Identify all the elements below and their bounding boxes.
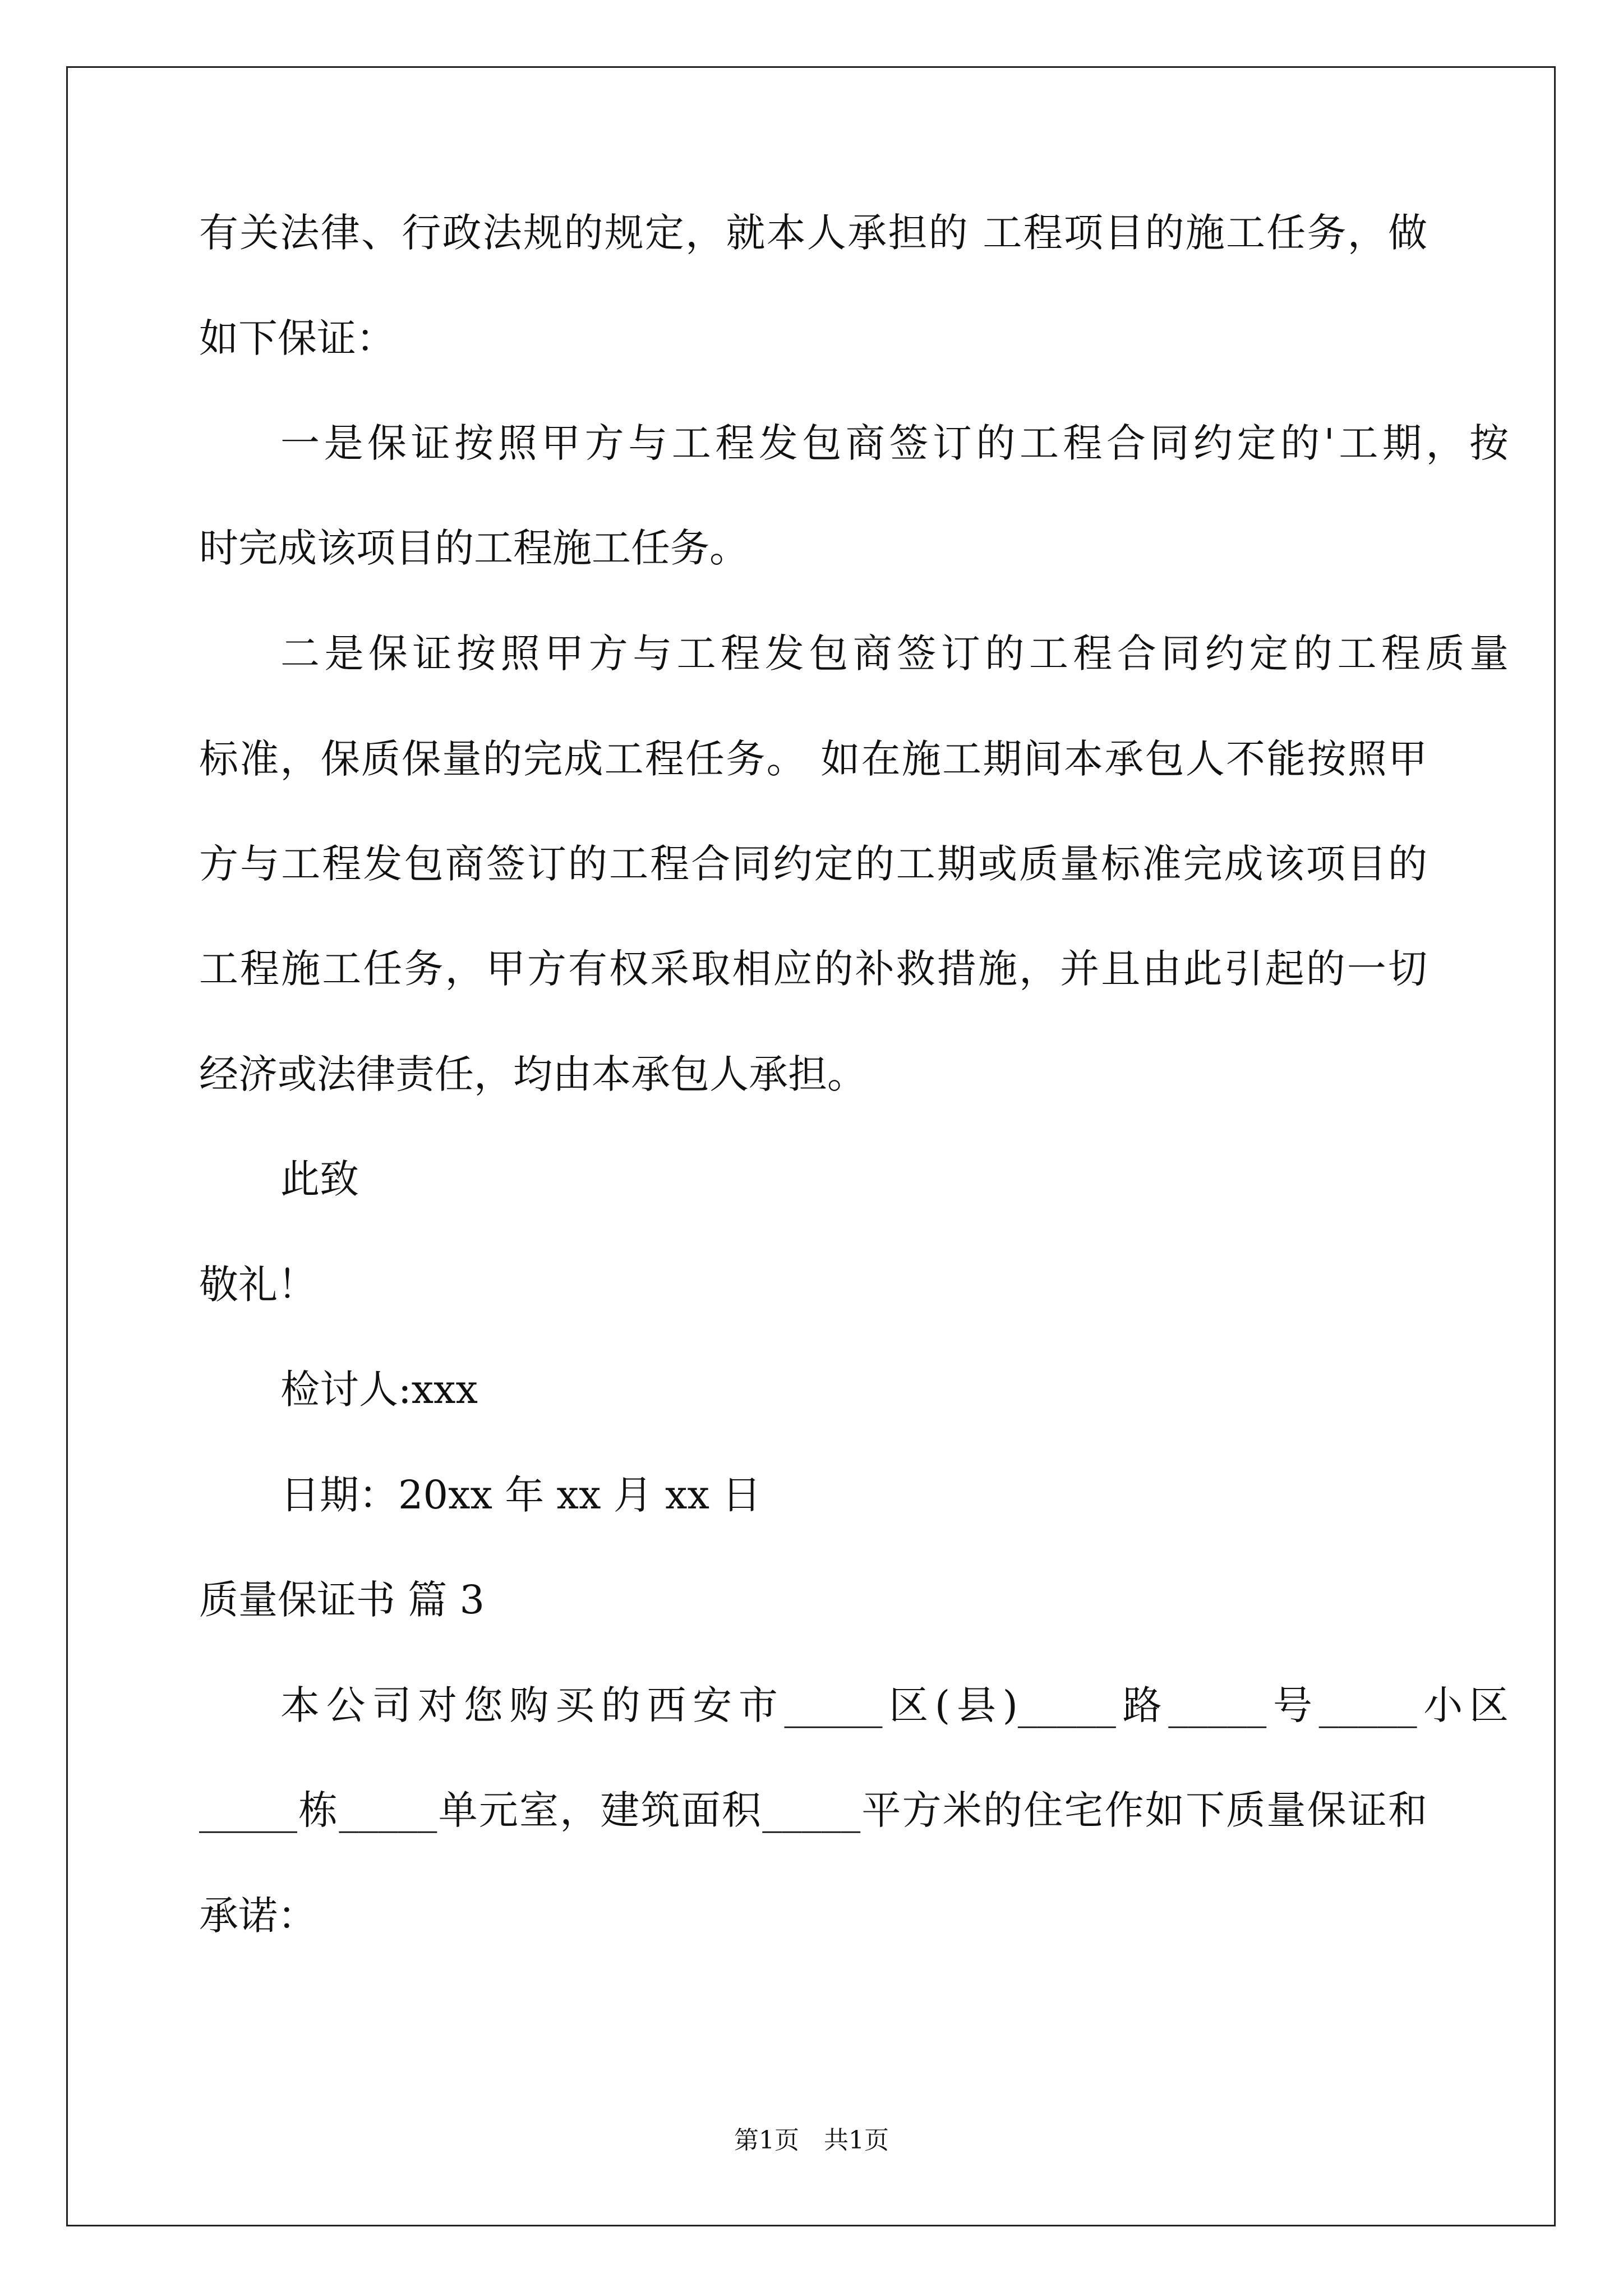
paragraph-line: 本公司对您购买的西安市_____区(县)_____路_____号_____小区: [280, 1682, 1509, 1728]
paragraph-line: 有关法律、行政法规的规定，就本人承担的 工程项目的施工任务，做: [199, 210, 1427, 256]
paragraph-line: 标准，保质保量的完成工程任务。 如在施工期间本承包人不能按照甲: [199, 736, 1427, 782]
paragraph-line: 二是保证按照甲方与工程发包商签订的工程合同约定的工程质量: [280, 631, 1509, 677]
paragraph-line: 工程施工任务，甲方有权采取相应的补救措施，并且由此引起的一切: [199, 946, 1427, 992]
signatory: 检讨人:xxx: [280, 1366, 478, 1412]
page-footer: 第1页 共1页: [734, 2126, 889, 2155]
closing-regards: 敬礼！: [199, 1262, 317, 1308]
closing-salutation: 此致: [280, 1156, 359, 1202]
paragraph-line: 一是保证按照甲方与工程发包商签订的工程合同约定的'工期，按: [280, 420, 1509, 466]
paragraph-line: 承诺：: [199, 1893, 317, 1939]
paragraph-line: 方与工程发包商签订的工程合同约定的工期或质量标准完成该项目的: [199, 841, 1427, 887]
date-line: 日期：20xx 年 xx 月 xx 日: [280, 1472, 762, 1518]
paragraph-line: _____栋_____单元室，建筑面积_____平方米的住宅作如下质量保证和: [199, 1787, 1427, 1833]
paragraph-line: 如下保证：: [199, 315, 395, 361]
section-heading: 质量保证书 篇 3: [199, 1577, 485, 1623]
paragraph-line: 时完成该项目的工程施工任务。: [199, 525, 749, 571]
paragraph-line: 经济或法律责任，均由本承包人承担。: [199, 1051, 866, 1097]
